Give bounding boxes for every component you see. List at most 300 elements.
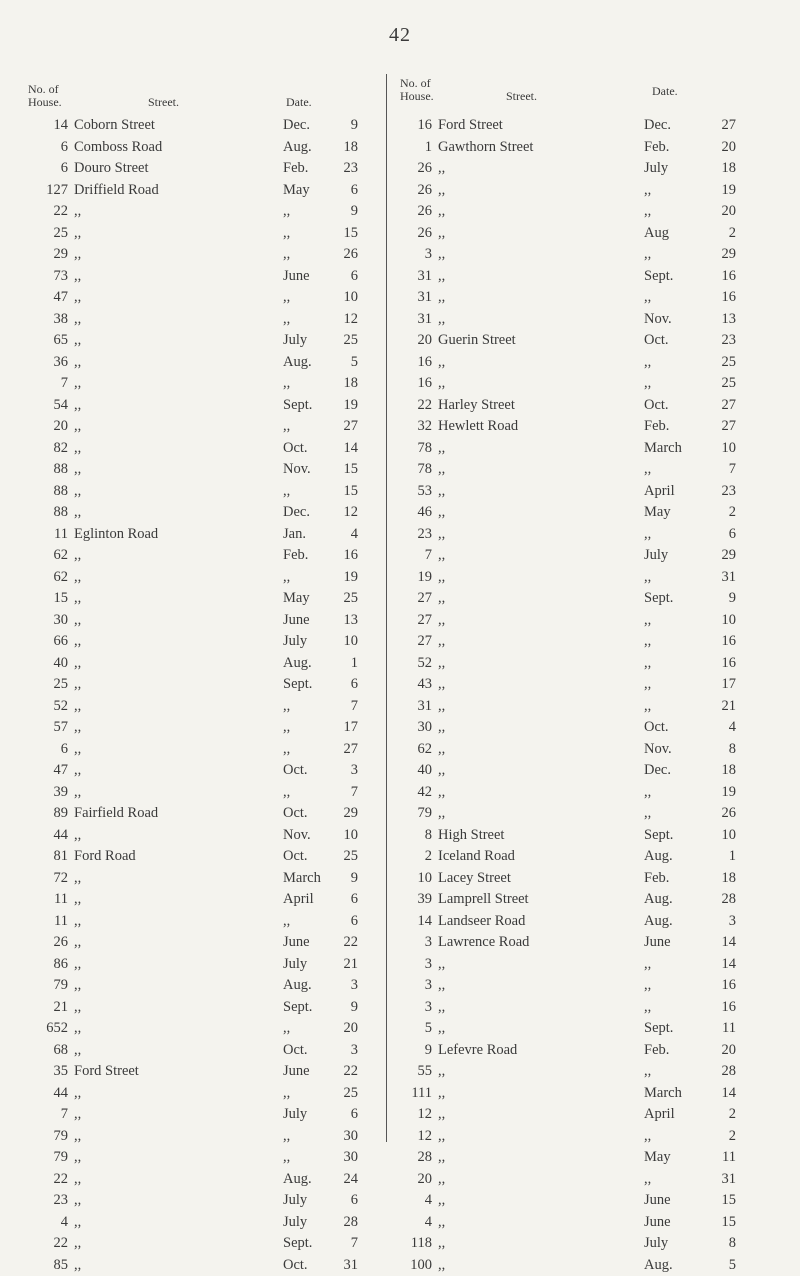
date-day: 4 (328, 524, 358, 546)
date-month: Oct. (283, 760, 308, 782)
date-month: April (644, 481, 675, 503)
street-name: Lamprell Street (438, 889, 529, 911)
house-number: 6 (28, 158, 68, 180)
house-number: 21 (28, 997, 68, 1019)
date-day: 6 (328, 266, 358, 288)
date-day: 16 (696, 287, 736, 309)
date-day: 2 (696, 502, 736, 524)
date-day: 30 (328, 1126, 358, 1148)
street-name: ,, (74, 782, 81, 804)
date-month: ,, (644, 567, 651, 589)
date-month: ,, (283, 309, 290, 331)
table-row (396, 911, 776, 933)
house-number: 12 (396, 1104, 432, 1126)
header-date: Date. (652, 85, 678, 98)
date-day: 3 (328, 975, 358, 997)
date-month: March (644, 1083, 682, 1105)
house-number: 7 (28, 1104, 68, 1126)
date-month: Nov. (644, 739, 672, 761)
street-name: ,, (438, 266, 445, 288)
house-number: 38 (28, 309, 68, 331)
date-month: ,, (283, 244, 290, 266)
street-name: High Street (438, 825, 504, 847)
house-number: 30 (28, 610, 68, 632)
street-name: ,, (438, 760, 445, 782)
date-day: 2 (696, 1104, 736, 1126)
house-number: 26 (396, 180, 432, 202)
date-day: 23 (328, 158, 358, 180)
house-number: 53 (396, 481, 432, 503)
date-day: 25 (696, 352, 736, 374)
house-number: 88 (28, 459, 68, 481)
date-day: 6 (328, 1104, 358, 1126)
right-table-header (396, 77, 776, 115)
house-number: 20 (28, 416, 68, 438)
table-row (396, 266, 776, 288)
street-name: ,, (438, 1255, 445, 1276)
table-row (28, 545, 378, 567)
date-day: 28 (696, 1061, 736, 1083)
date-month: ,, (644, 180, 651, 202)
date-day: 27 (696, 416, 736, 438)
table-row (28, 524, 378, 546)
date-month: Oct. (283, 1040, 308, 1062)
table-row (28, 373, 378, 395)
house-number: 25 (28, 674, 68, 696)
date-day: 9 (328, 115, 358, 137)
house-number: 68 (28, 1040, 68, 1062)
date-day: 11 (696, 1147, 736, 1169)
date-day: 3 (328, 760, 358, 782)
date-month: ,, (644, 954, 651, 976)
house-number: 14 (396, 911, 432, 933)
street-name: ,, (438, 1212, 445, 1234)
table-row (28, 932, 378, 954)
left-table-body (28, 115, 378, 1276)
street-name: ,, (438, 739, 445, 761)
street-name: ,, (74, 674, 81, 696)
date-day: 2 (696, 223, 736, 245)
date-month: June (283, 1061, 310, 1083)
date-day: 19 (328, 395, 358, 417)
house-number: 31 (396, 309, 432, 331)
house-number: 111 (396, 1083, 432, 1105)
street-name: ,, (74, 868, 81, 890)
date-month: Jan. (283, 524, 306, 546)
street-name: ,, (74, 1255, 81, 1276)
street-name: Landseer Road (438, 911, 525, 933)
date-day: 18 (328, 373, 358, 395)
date-month: Feb. (283, 545, 308, 567)
street-name: Douro Street (74, 158, 149, 180)
house-number: 12 (396, 1126, 432, 1148)
table-row (28, 1169, 378, 1191)
street-name: ,, (74, 696, 81, 718)
date-month: ,, (283, 696, 290, 718)
house-number: 28 (396, 1147, 432, 1169)
date-month: ,, (283, 1018, 290, 1040)
house-number: 23 (396, 524, 432, 546)
date-month: Aug. (283, 352, 312, 374)
date-day: 9 (328, 997, 358, 1019)
date-day: 16 (328, 545, 358, 567)
date-month: ,, (644, 244, 651, 266)
house-number: 19 (396, 567, 432, 589)
date-month: ,, (283, 223, 290, 245)
date-month: Aug (644, 223, 669, 245)
street-name: ,, (74, 911, 81, 933)
table-row (28, 287, 378, 309)
date-month: July (283, 1190, 307, 1212)
street-name: ,, (74, 373, 81, 395)
date-month: Sept. (283, 997, 312, 1019)
table-row (396, 201, 776, 223)
house-number: 3 (396, 954, 432, 976)
street-name: ,, (74, 1104, 81, 1126)
date-day: 22 (328, 932, 358, 954)
date-day: 10 (696, 610, 736, 632)
date-day: 10 (328, 631, 358, 653)
date-month: July (283, 954, 307, 976)
date-month: ,, (283, 717, 290, 739)
left-table (28, 77, 378, 1276)
street-name: ,, (74, 1169, 81, 1191)
date-month: ,, (283, 739, 290, 761)
date-month: Oct. (644, 717, 669, 739)
street-name: ,, (438, 201, 445, 223)
table-row (28, 1255, 378, 1276)
table-row (396, 115, 776, 137)
house-number: 79 (28, 1126, 68, 1148)
street-name: ,, (74, 717, 81, 739)
date-month: Oct. (283, 438, 308, 460)
street-name: ,, (438, 1083, 445, 1105)
date-month: ,, (283, 287, 290, 309)
date-day: 12 (328, 309, 358, 331)
house-number: 44 (28, 1083, 68, 1105)
table-row (28, 1040, 378, 1062)
table-row (28, 158, 378, 180)
date-month: June (644, 1190, 671, 1212)
date-day: 19 (696, 782, 736, 804)
table-row (396, 524, 776, 546)
street-name: ,, (74, 760, 81, 782)
date-month: July (283, 330, 307, 352)
date-month: Feb. (644, 137, 669, 159)
house-number: 652 (28, 1018, 68, 1040)
date-day: 3 (696, 911, 736, 933)
date-month: June (644, 1212, 671, 1234)
table-row (28, 825, 378, 847)
table-row (396, 1233, 776, 1255)
street-name: ,, (74, 1018, 81, 1040)
date-month: June (283, 932, 310, 954)
house-number: 54 (28, 395, 68, 417)
house-number: 27 (396, 610, 432, 632)
street-name: Ford Street (74, 1061, 139, 1083)
table-row (396, 481, 776, 503)
date-month: ,, (644, 352, 651, 374)
date-month: ,, (644, 696, 651, 718)
left-table-header (28, 77, 378, 115)
date-day: 7 (328, 782, 358, 804)
house-number: 3 (396, 997, 432, 1019)
street-name: ,, (74, 588, 81, 610)
house-number: 46 (396, 502, 432, 524)
house-number: 8 (396, 825, 432, 847)
date-day: 28 (696, 889, 736, 911)
date-day: 15 (696, 1190, 736, 1212)
street-name: ,, (438, 158, 445, 180)
date-month: ,, (283, 567, 290, 589)
date-day: 31 (328, 1255, 358, 1276)
street-name: ,, (438, 610, 445, 632)
date-month: ,, (283, 782, 290, 804)
date-month: Dec. (644, 760, 671, 782)
date-month: Aug. (644, 889, 673, 911)
date-month: ,, (644, 631, 651, 653)
date-day: 27 (328, 739, 358, 761)
date-month: July (644, 158, 668, 180)
table-row (396, 309, 776, 331)
house-number: 72 (28, 868, 68, 890)
table-row (396, 588, 776, 610)
date-month: ,, (283, 201, 290, 223)
date-month: Oct. (644, 395, 669, 417)
date-day: 10 (696, 438, 736, 460)
table-row (396, 975, 776, 997)
house-number: 20 (396, 1169, 432, 1191)
street-name: ,, (74, 459, 81, 481)
house-number: 66 (28, 631, 68, 653)
table-row (396, 932, 776, 954)
date-month: Aug. (283, 653, 312, 675)
house-number: 88 (28, 502, 68, 524)
table-row (396, 373, 776, 395)
date-month: June (283, 266, 310, 288)
street-name: ,, (438, 244, 445, 266)
house-number: 62 (396, 739, 432, 761)
date-month: Nov. (644, 309, 672, 331)
house-number: 62 (28, 545, 68, 567)
date-day: 24 (328, 1169, 358, 1191)
date-day: 19 (328, 567, 358, 589)
house-number: 40 (28, 653, 68, 675)
street-name: ,, (74, 223, 81, 245)
street-name: ,, (438, 1018, 445, 1040)
house-number: 3 (396, 244, 432, 266)
street-name: ,, (438, 631, 445, 653)
date-month: Sept. (644, 825, 673, 847)
house-number: 23 (28, 1190, 68, 1212)
date-day: 27 (696, 115, 736, 137)
date-day: 5 (696, 1255, 736, 1276)
table-row (28, 1190, 378, 1212)
house-number: 43 (396, 674, 432, 696)
table-row (396, 631, 776, 653)
street-name: ,, (438, 997, 445, 1019)
table-row (28, 588, 378, 610)
house-number: 11 (28, 911, 68, 933)
street-name: ,, (74, 1233, 81, 1255)
house-number: 62 (28, 567, 68, 589)
date-month: Aug. (644, 1255, 673, 1276)
date-month: ,, (644, 674, 651, 696)
date-day: 20 (696, 137, 736, 159)
house-number: 27 (396, 631, 432, 653)
house-number: 15 (28, 588, 68, 610)
street-name: ,, (438, 782, 445, 804)
street-name: ,, (74, 201, 81, 223)
date-month: ,, (644, 1061, 651, 1083)
date-day: 27 (328, 416, 358, 438)
street-name: ,, (438, 1233, 445, 1255)
house-number: 86 (28, 954, 68, 976)
table-row (396, 782, 776, 804)
street-name: ,, (74, 438, 81, 460)
date-month: March (283, 868, 321, 890)
house-number: 55 (396, 1061, 432, 1083)
house-number: 27 (396, 588, 432, 610)
table-row (28, 137, 378, 159)
table-row (28, 653, 378, 675)
date-day: 17 (696, 674, 736, 696)
table-row (396, 459, 776, 481)
date-month: ,, (644, 459, 651, 481)
table-row (28, 115, 378, 137)
table-row (28, 438, 378, 460)
right-table-body (396, 115, 776, 1276)
table-row (28, 416, 378, 438)
date-day: 29 (696, 244, 736, 266)
date-month: ,, (283, 481, 290, 503)
table-row (396, 438, 776, 460)
street-name: Lefevre Road (438, 1040, 517, 1062)
date-day: 26 (696, 803, 736, 825)
date-day: 29 (328, 803, 358, 825)
date-month: Nov. (283, 825, 311, 847)
date-day: 25 (328, 846, 358, 868)
house-number: 30 (396, 717, 432, 739)
street-name: ,, (438, 502, 445, 524)
house-number: 40 (396, 760, 432, 782)
house-number: 25 (28, 223, 68, 245)
table-row (28, 954, 378, 976)
date-month: April (644, 1104, 675, 1126)
table-row (28, 760, 378, 782)
house-number: 2 (396, 846, 432, 868)
house-number: 16 (396, 352, 432, 374)
date-day: 13 (328, 610, 358, 632)
date-month: March (644, 438, 682, 460)
house-number: 57 (28, 717, 68, 739)
house-number: 4 (396, 1190, 432, 1212)
street-name: Gawthorn Street (438, 137, 533, 159)
date-month: ,, (644, 524, 651, 546)
table-row (28, 395, 378, 417)
date-day: 15 (328, 223, 358, 245)
house-number: 65 (28, 330, 68, 352)
house-number: 7 (28, 373, 68, 395)
date-day: 7 (328, 1233, 358, 1255)
house-number: 6 (28, 137, 68, 159)
table-row (396, 846, 776, 868)
date-day: 10 (328, 825, 358, 847)
house-number: 52 (28, 696, 68, 718)
table-row (396, 416, 776, 438)
date-day: 2 (696, 1126, 736, 1148)
date-day: 1 (696, 846, 736, 868)
house-number: 79 (28, 975, 68, 997)
date-month: Sept. (283, 395, 312, 417)
date-month: ,, (283, 1147, 290, 1169)
street-name: ,, (438, 373, 445, 395)
house-number: 1 (396, 137, 432, 159)
date-day: 14 (328, 438, 358, 460)
table-row (396, 287, 776, 309)
street-name: ,, (74, 1040, 81, 1062)
date-day: 16 (696, 997, 736, 1019)
table-row (28, 997, 378, 1019)
date-month: Sept. (283, 1233, 312, 1255)
street-name: ,, (438, 1104, 445, 1126)
table-row (396, 1126, 776, 1148)
table-row (28, 567, 378, 589)
street-name: Harley Street (438, 395, 515, 417)
date-month: ,, (644, 373, 651, 395)
date-day: 16 (696, 653, 736, 675)
street-name: Coborn Street (74, 115, 155, 137)
street-name: ,, (74, 1083, 81, 1105)
street-name: ,, (74, 889, 81, 911)
table-row (396, 760, 776, 782)
date-month: ,, (644, 782, 651, 804)
table-row (396, 545, 776, 567)
street-name: Hewlett Road (438, 416, 518, 438)
house-number: 127 (28, 180, 68, 202)
column-divider (386, 74, 387, 1142)
house-number: 26 (396, 158, 432, 180)
date-day: 18 (696, 158, 736, 180)
date-day: 10 (696, 825, 736, 847)
table-row (396, 674, 776, 696)
date-month: July (283, 631, 307, 653)
house-number: 11 (28, 524, 68, 546)
date-month: Sept. (283, 674, 312, 696)
table-row (28, 201, 378, 223)
date-day: 27 (696, 395, 736, 417)
street-name: Comboss Road (74, 137, 162, 159)
street-name: ,, (438, 1169, 445, 1191)
street-name: ,, (438, 309, 445, 331)
table-row (28, 631, 378, 653)
house-number: 26 (28, 932, 68, 954)
house-number: 31 (396, 287, 432, 309)
street-name: ,, (438, 438, 445, 460)
street-name: Lacey Street (438, 868, 511, 890)
street-name: ,, (438, 223, 445, 245)
date-day: 25 (696, 373, 736, 395)
house-number: 47 (28, 287, 68, 309)
street-name: ,, (438, 1190, 445, 1212)
house-number: 82 (28, 438, 68, 460)
table-row (396, 1169, 776, 1191)
street-name: ,, (74, 997, 81, 1019)
house-number: 79 (28, 1147, 68, 1169)
date-day: 7 (328, 696, 358, 718)
date-day: 4 (696, 717, 736, 739)
header-house: No. of House. (400, 77, 434, 103)
